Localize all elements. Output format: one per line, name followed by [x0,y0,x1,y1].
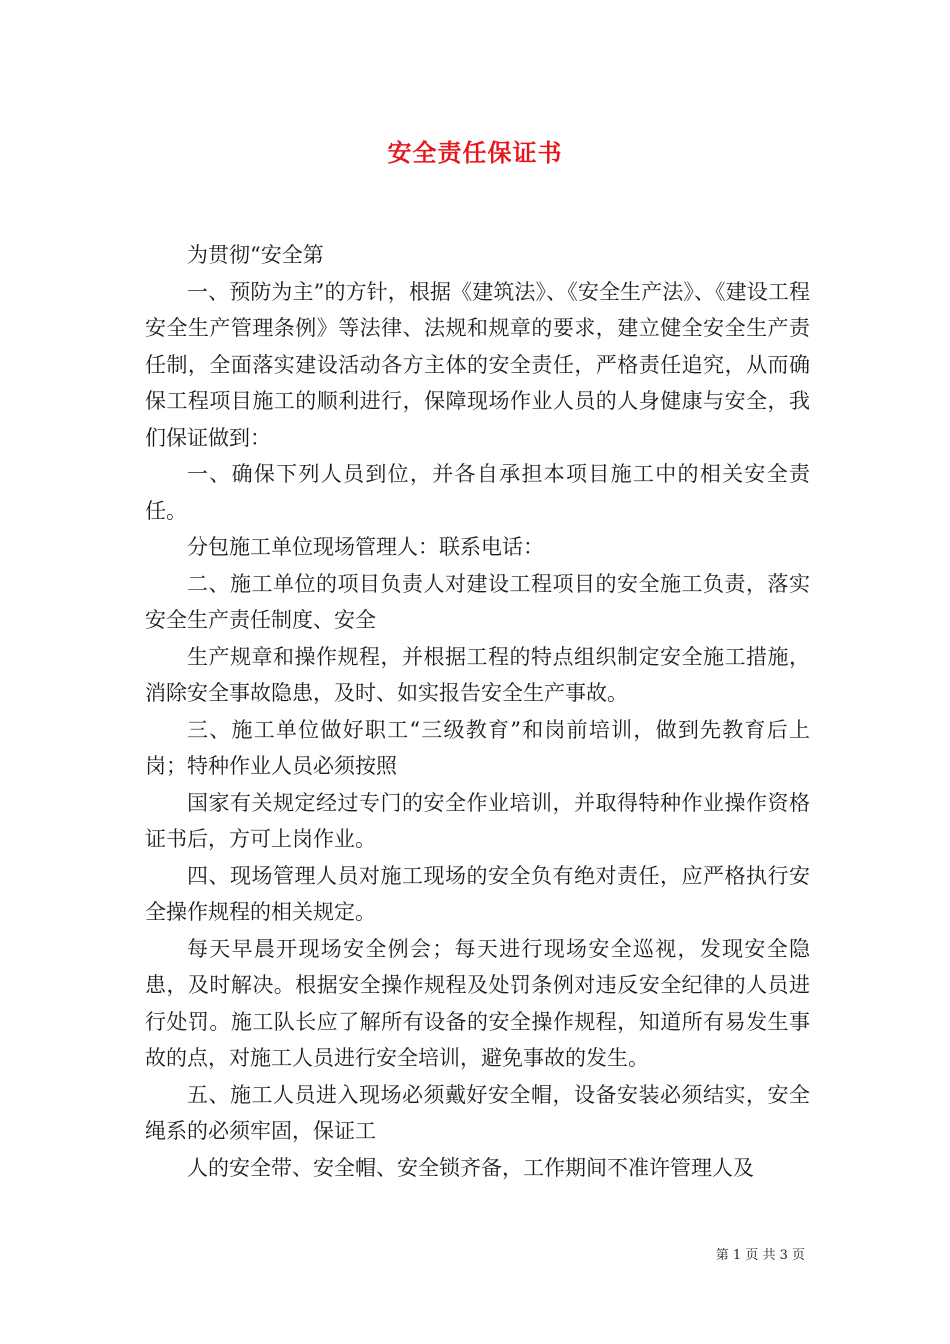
paragraph: 一、确保下列人员到位，并各自承担本项目施工中的相关安全责任。 [145,462,810,523]
paragraph: 二、施工单位的项目负责人对建设工程项目的安全施工负责，落实安全生产责任制度、安全 [145,571,810,632]
paragraph: 为贯彻“安全第 [187,243,324,267]
paragraph: 国家有关规定经过专门的安全作业培训，并取得特种作业操作资格证书后，方可上岗作业。 [145,790,810,851]
paragraph: 一、预防为主”的方针，根据《建筑法》、《安全生产法》、《建设工程安全生产管理条例》等法律、法规和规章的要求，建立健全安全生产责任制，全面落实建设活动各方主体的安全责任，严格责任追究，从而确保工程项目施工的顺利进行，保障现场作业人员的人身健康与安全，我们保证做到： [145,279,810,450]
paragraph: 四、现场管理人员对施工现场的安全负有绝对责任，应严格执行安全操作规程的相关规定。 [145,863,810,924]
paragraph: 每天早晨开现场安全例会；每天进行现场安全巡视，发现安全隐患，及时解决。根据安全操作规程及处罚条例对违反安全纪律的人员进行处罚。施工队长应了解所有设备的安全操作规程，知道所有易发生事故的点，对施工人员进行安全培训，避免事故的发生。 [145,936,810,1070]
paragraph: 五、施工人员进入现场必须戴好安全帽，设备安装必须结实，安全绳系的必须牢固，保证工 [145,1082,810,1143]
document-title: 安全责任保证书 [387,138,563,167]
paragraph: 人的安全带、安全帽、安全锁齐备，工作期间不准许管理人及 [187,1155,754,1180]
paragraph: 三、施工单位做好职工“三级教育”和岗前培训，做到先教育后上岗；特种作业人员必须按照 [145,717,810,778]
document-body [145,237,810,1186]
page-number-footer: 第 1 页 共 3 页 [715,1248,805,1263]
paragraph: 分包施工单位现场管理人：联系电话： [187,535,544,559]
paragraph: 生产规章和操作规程，并根据工程的特点组织制定安全施工措施，消除安全事故隐患，及时、如实报告安全生产事故。 [145,644,810,705]
